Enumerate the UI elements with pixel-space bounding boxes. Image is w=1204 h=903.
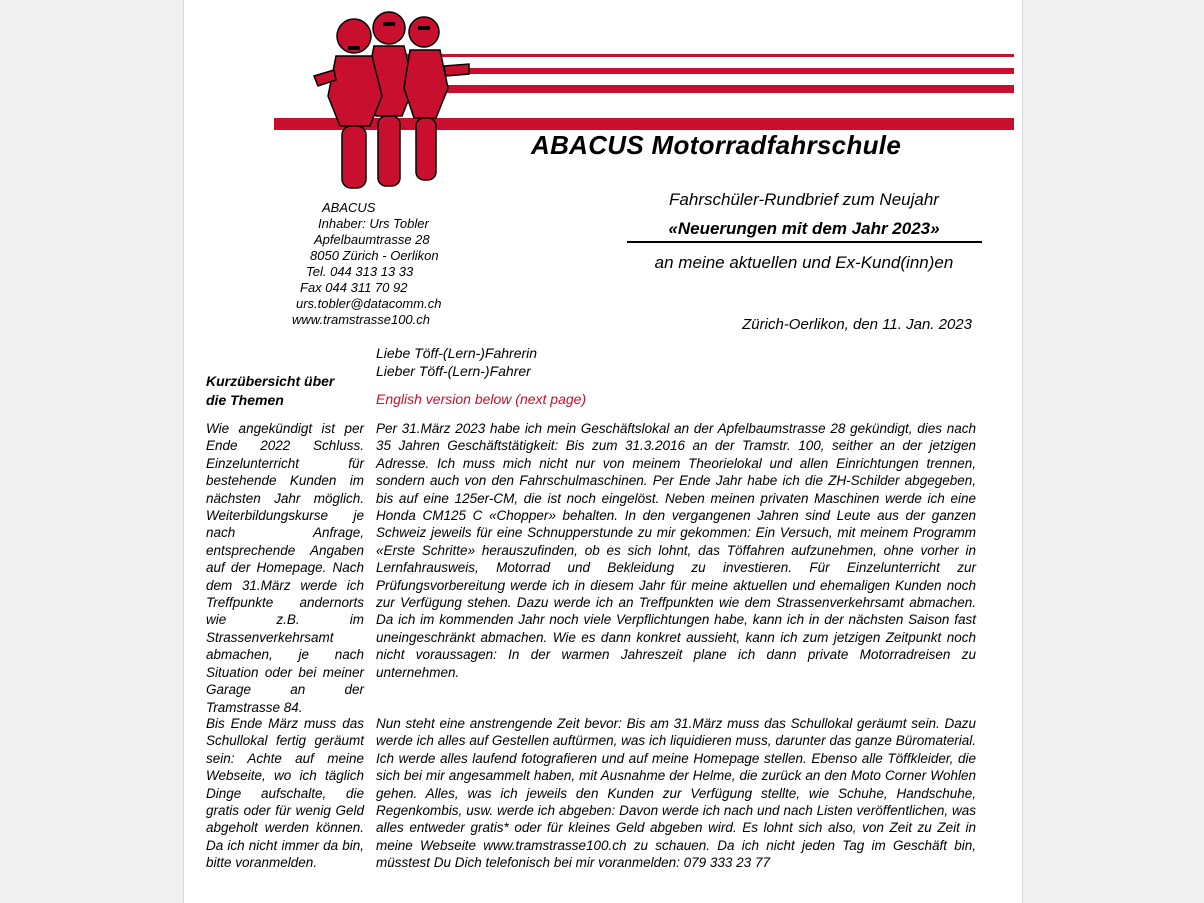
greeting: [376, 344, 537, 380]
audience-line: an meine aktuellen und Ex-Kund(inn)en: [654, 253, 954, 272]
school-name: ABACUS Motorradfahrschule: [531, 130, 902, 160]
summary-heading-line: Kurzübersicht über: [206, 373, 335, 389]
document-page: [183, 0, 1023, 903]
motorcycle-riders-logo: [274, 6, 514, 191]
address-line: Fax 044 311 70 92: [300, 280, 408, 295]
newsletter-title: Fahrschüler-Rundbrief zum Neujahr: [669, 190, 939, 209]
summary-paragraph: Bis Ende März muss das Schullokal fertig geräumt sein: Achte auf meine Webseite, wo ich täglich Dinge aufschalte, die gratis oder für wenig Geld abgeholt werden können. Da ich nicht immer da bin, bitte voranmelden.: [206, 716, 364, 871]
email-link[interactable]: urs.tobler@datacomm.ch: [296, 296, 442, 311]
dateline: Zürich-Oerlikon, den 11. Jan. 2023: [742, 316, 972, 333]
summary-heading-line: die Themen: [206, 392, 284, 408]
address-line: 8050 Zürich - Oerlikon: [310, 248, 439, 263]
website-link[interactable]: www.tramstrasse100.ch: [292, 312, 430, 327]
letter-header: [609, 190, 999, 273]
address-block: [292, 200, 472, 328]
greeting-line: Liebe Töff-(Lern-)Fahrerin: [376, 345, 538, 361]
body-paragraph: Nun steht eine anstrengende Zeit bevor: Bis am 31.März muss das Schullokal geräumt sein. Dazu werde ich alles auf Gestellen auftürmen, was ich liquidieren muss, darunter das ganze Büromaterial. Ich werde alles laufend fotografieren und auf meine Homepage stellen. Ebenso alle Töffkleider, die sich bei mir angesammelt haben, mit Ausnahme der Helme, die zurück an den Moto Corner Wohlen gehen. Alles, was ich jeweils den Kunden zur Verfügung stellte, wie Schuhe, Handschuhe, Regenkombis, usw. werde ich abgeben: Davon werde ich nach und nach Listen veröffentlichen, was alles entweder gratis* oder für kleines Geld abgeben wird. Es lohnt sich also, von Zeit zu Zeit in meine Webseite www.tramstrasse100.ch zu schauen. Da ich nicht jeden Tag im Geschäft bin, müsstest Du Dich telefonisch bei mir voranmelden: 079 333 23 77: [376, 716, 976, 871]
summary-heading: [206, 372, 334, 410]
address-line: Inhaber: Urs Tobler: [318, 216, 429, 231]
body-paragraph: Per 31.März 2023 habe ich mein Geschäftslokal an der Apfelbaumstrasse 28 gekündigt, dies nach 35 Jahren Geschäftstätigkeit: Bis zum 31.3.2016 an der Tramstr. 100, seither an der jetzigen Adresse. Ich muss mich nicht nur von meinem Theorielokal und allen Einrichtungen trennen, sondern auch von den Fahrschulmaschinen. Per Ende Jahr habe ich die ZH-Schilder abgegeben, bis auf eine 125er-CM, die ist noch eingelöst. Neben meinen privaten Maschinen werde ich eine Honda CM125 C «Chopper» behalten. In den vergangenen Jahren sind Leute aus der ganzen Schweiz jeweils für eine Schnupperstunde zu mir gekommen: Ein Versuch, mit meinem Programm «Erste Schritte» herauszufinden, ob es sich lohnt, das Töffahren aufzunehmen, ohne vorher in Lernfahrausweis, Motorrad und Bekleidung zu investieren. Für Einzelunterricht zur Prüfungsvorbereitung werde ich in diesem Jahr für meine aktuellen und ehemaligen Kunden noch zur Verfügung stehen. Dazu werde ich an Treffpunkten wie dem Strassenverkehrsamt abmachen. Da ich im kommenden Jahr noch viele Verpflichtungen habe, kann ich in der nächsten Saison fast uneingeschränkt abmachen. Wie es dann konkret aussieht, kann ich zum jetzigen Zeitpunkt noch nicht voraussagen: In der warmen Jahreszeit plane ich dann private Motorradreisen zu unternehmen.: [376, 421, 976, 680]
address-line: Tel. 044 313 13 33: [306, 264, 414, 279]
address-line: Apfelbaumtrasse 28: [314, 232, 430, 247]
topic-title: «Neuerungen mit dem Jahr 2023»: [627, 219, 982, 243]
address-line: ABACUS: [322, 200, 376, 215]
english-version-note[interactable]: English version below (next page): [376, 391, 587, 407]
greeting-line: Lieber Töff-(Lern-)Fahrer: [376, 363, 531, 379]
summary-paragraph: Wie angekündigt ist per Ende 2022 Schluss. Einzelunterricht für bestehende Kunden im nächsten Jahr möglich. Weiterbildungskurse je nach Anfrage, entsprechende Angaben auf der Homepage. Nach dem 31.März werde ich Treffpunkte andernorts wie z.B. im Strassenverkehrsamt abmachen, je nach Situation oder bei meiner Garage an der Tramstrasse 84.: [206, 421, 364, 715]
